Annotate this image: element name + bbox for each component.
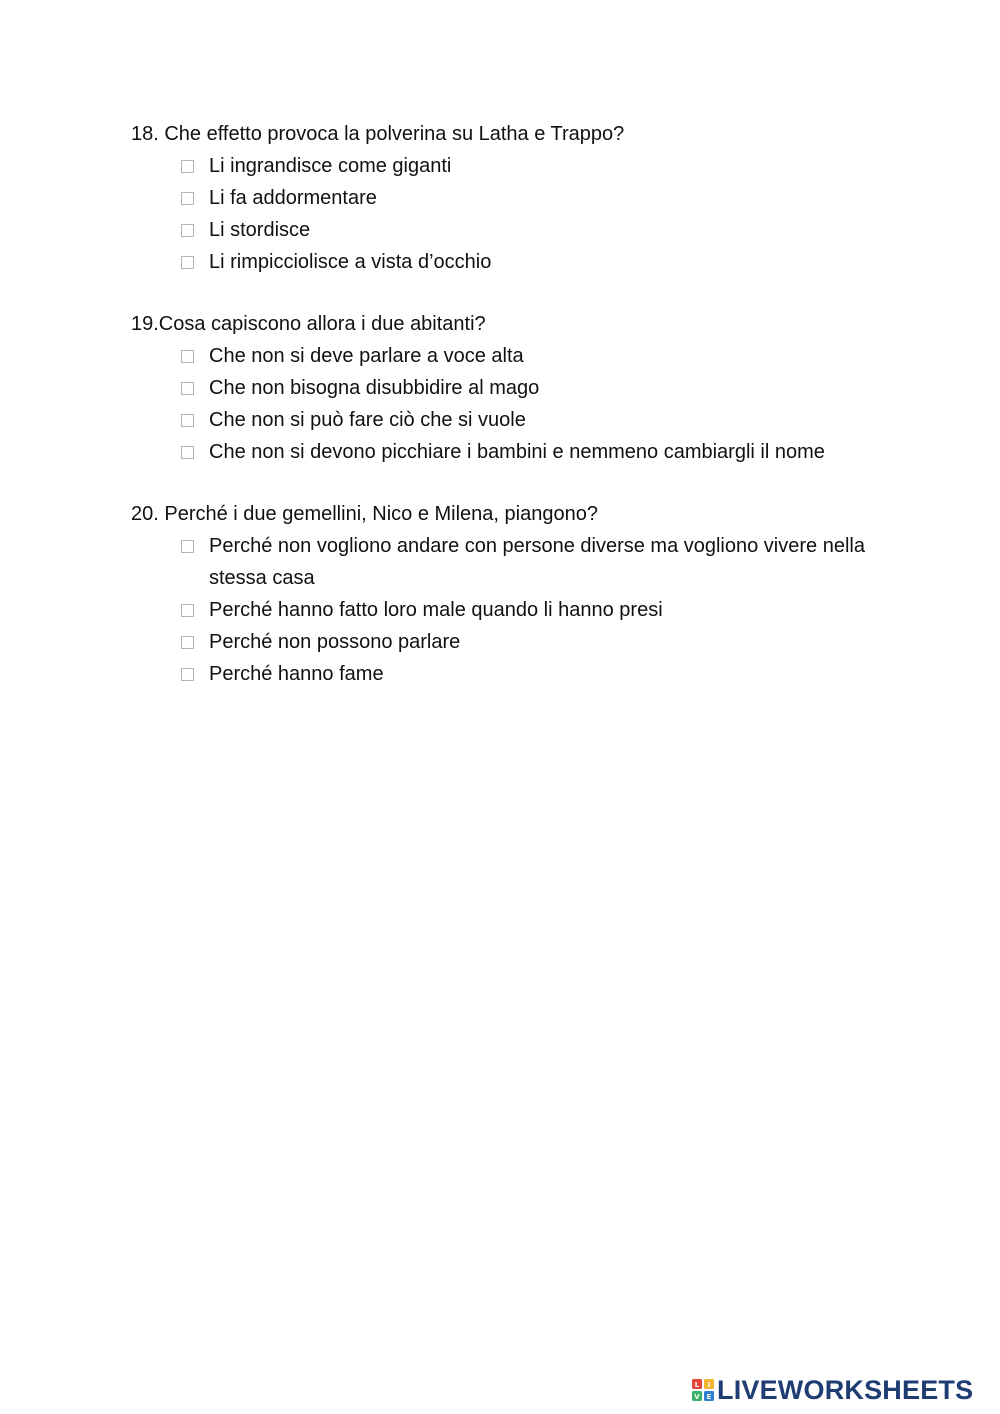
svg-text:V: V (694, 1393, 700, 1401)
question-text: 18. Che effetto provoca la polverina su Latha e Trappo? (131, 123, 625, 145)
answer-option (181, 340, 891, 372)
answer-checkbox[interactable] (181, 636, 194, 649)
answer-label: Perché hanno fame (209, 663, 384, 685)
answer-option (181, 658, 891, 690)
answer-checkbox[interactable] (181, 668, 194, 681)
answer-checkbox[interactable] (181, 160, 194, 173)
question-19 (131, 308, 891, 468)
answer-label: Che non si devono picchiare i bambini e nemmeno cambiargli il nome (209, 441, 825, 463)
answer-label: Che non si può fare ciò che si vuole (209, 409, 526, 431)
answer-option (181, 150, 891, 182)
question-20 (131, 498, 891, 690)
question-18 (131, 118, 891, 278)
answer-checkbox[interactable] (181, 414, 194, 427)
answer-checkbox[interactable] (181, 224, 194, 237)
liveworksheets-logo-icon (692, 1379, 714, 1401)
question-text: 20. Perché i due gemellini, Nico e Milena, piangono? (131, 503, 598, 525)
answer-option (181, 594, 891, 626)
answer-option (181, 436, 891, 468)
answer-option (181, 214, 891, 246)
answer-label: Perché non vogliono andare con persone diverse ma vogliono vivere nella stessa casa (209, 535, 865, 589)
answer-option (181, 182, 891, 214)
liveworksheets-brand (692, 1376, 973, 1404)
answer-option (181, 530, 891, 594)
answer-checkbox[interactable] (181, 256, 194, 269)
svg-text:E: E (706, 1393, 712, 1401)
answer-label: Li ingrandisce come giganti (209, 155, 452, 177)
answer-checkbox[interactable] (181, 350, 194, 363)
answer-label: Che non si deve parlare a voce alta (209, 345, 524, 367)
answer-option (181, 626, 891, 658)
answer-checkbox[interactable] (181, 604, 194, 617)
svg-text:I: I (707, 1381, 711, 1389)
brand-text: LIVEWORKSHEETS (717, 1375, 974, 1405)
answer-label: Perché non possono parlare (209, 631, 461, 653)
answer-options (131, 340, 891, 468)
worksheet (131, 118, 891, 720)
answer-checkbox[interactable] (181, 446, 194, 459)
question-text: 19.Cosa capiscono allora i due abitanti? (131, 313, 486, 335)
answer-checkbox[interactable] (181, 382, 194, 395)
answer-option (181, 246, 891, 278)
answer-checkbox[interactable] (181, 540, 194, 553)
answer-label: Che non bisogna disubbidire al mago (209, 377, 540, 399)
answer-option (181, 404, 891, 436)
answer-label: Li stordisce (209, 219, 311, 241)
svg-text:L: L (694, 1381, 700, 1389)
answer-label: Li fa addormentare (209, 187, 377, 209)
answer-label: Perché hanno fatto loro male quando li hanno presi (209, 599, 663, 621)
answer-option (181, 372, 891, 404)
answer-checkbox[interactable] (181, 192, 194, 205)
answer-label: Li rimpicciolisce a vista d’occhio (209, 251, 492, 273)
answer-options (131, 150, 891, 278)
answer-options (131, 530, 891, 690)
